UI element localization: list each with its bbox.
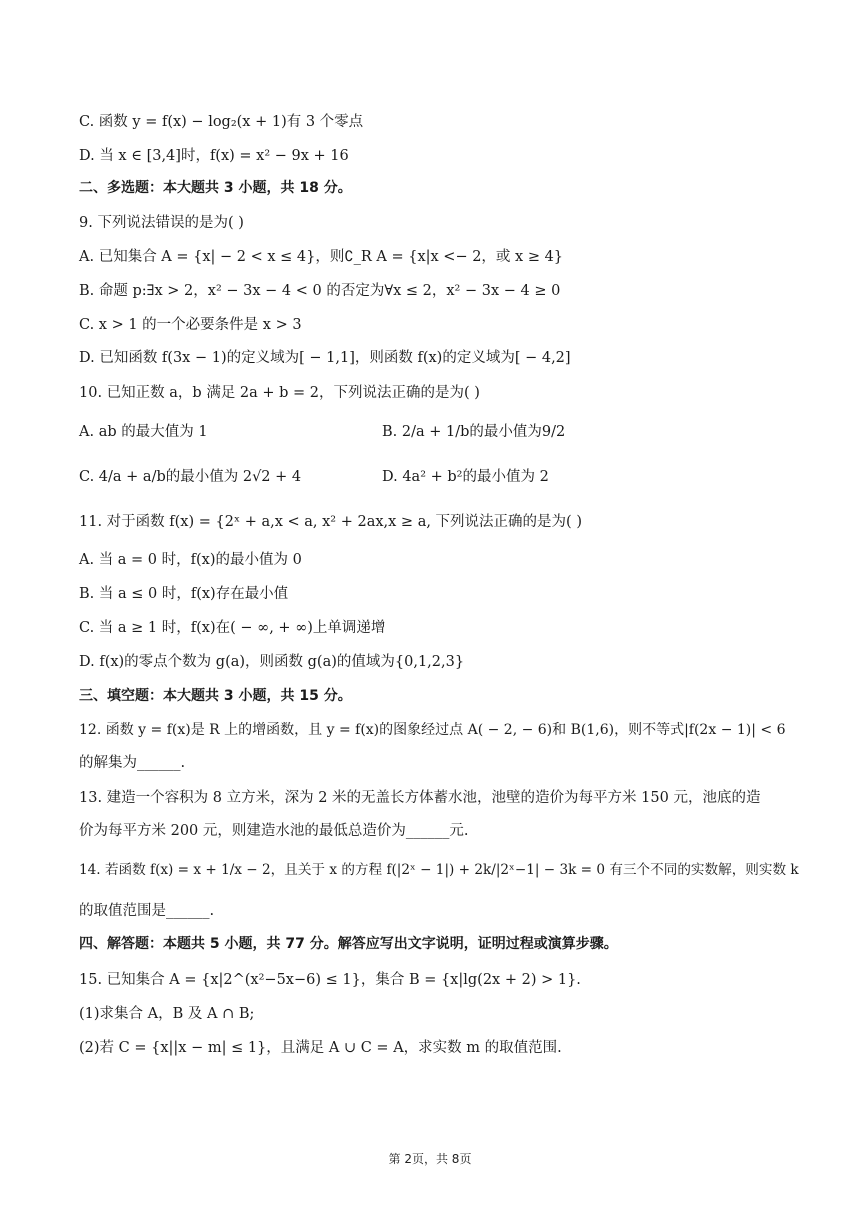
q11-stem: 11. 对于函数 f(x) = {2ˣ + a,x < a, x² + 2ax,x ≥ a, 下列说法正确的是为( ): [79, 514, 582, 530]
q9-option-b: B. 命题 p:∃x > 2，x² − 3x − 4 < 0 的否定为∀x ≤ 2，x² − 3x − 4 ≥ 0: [79, 283, 561, 299]
q12-line-2: 的解集为______.: [79, 755, 186, 771]
q13-line-2: 价为每平方米 200 元，则建造水池的最低总造价为______元.: [79, 823, 469, 839]
q10-option-c: C. 4/a + a/b的最小值为 2√2 + 4: [79, 469, 302, 485]
q11-option-a: A. 当 a = 0 时，f(x)的最小值为 0: [79, 552, 302, 568]
q9-option-c: C. x > 1 的一个必要条件是 x > 3: [79, 317, 302, 333]
q14-line-1: 14. 若函数 f(x) = x + 1/x − 2，且关于 x 的方程 f(|2ˣ − 1|) + 2k/|2ˣ−1| − 3k = 0 有三个不同的实数解，则实数 k: [79, 862, 799, 878]
q15-stem: 15. 已知集合 A = {x|2^(x²−5x−6) ≤ 1}，集合 B = {x|lg(2x + 2) > 1}.: [79, 972, 581, 988]
section-heading-multiple-choice: 二、多选题：本大题共 3 小题，共 18 分。: [79, 180, 352, 196]
q14-line-2: 的取值范围是______.: [79, 903, 215, 919]
page-footer: 第 2页，共 8页: [388, 1152, 472, 1166]
q11-option-d: D. f(x)的零点个数为 g(a)，则函数 g(a)的值域为{0,1,2,3}: [79, 654, 465, 670]
q10-option-b: B. 2/a + 1/b的最小值为9/2: [382, 424, 566, 440]
q8-option-d: D. 当 x ∈ [3,4]时，f(x) = x² − 9x + 16: [79, 148, 349, 164]
q10-option-a: A. ab 的最大值为 1: [79, 424, 208, 440]
q11-option-c: C. 当 a ≥ 1 时，f(x)在( − ∞, + ∞)上单调递增: [79, 620, 386, 636]
section-heading-solutions: 四、解答题：本题共 5 小题，共 77 分。解答应写出文字说明，证明过程或演算步骤。: [79, 936, 618, 952]
q12-line-1: 12. 函数 y = f(x)是 R 上的增函数，且 y = f(x)的图象经过点 A( − 2, − 6)和 B(1,6)，则不等式|f(2x − 1)| < 6: [79, 722, 786, 738]
q13-line-1: 13. 建造一个容积为 8 立方米，深为 2 米的无盖长方体蓄水池，池壁的造价为每平方米 150 元，池底的造: [79, 790, 761, 806]
q15-part-1: (1)求集合 A，B 及 A ∩ B;: [79, 1006, 255, 1022]
q9-stem: 9. 下列说法错误的是为( ): [79, 215, 244, 231]
q10-option-d: D. 4a² + b²的最小值为 2: [382, 469, 549, 485]
q11-option-b: B. 当 a ≤ 0 时，f(x)存在最小值: [79, 586, 289, 602]
q15-part-2: (2)若 C = {x||x − m| ≤ 1}，且满足 A ∪ C = A，求实数 m 的取值范围.: [79, 1040, 562, 1056]
q8-option-c: C. 函数 y = f(x) − log₂(x + 1)有 3 个零点: [79, 114, 364, 130]
q9-option-d: D. 已知函数 f(3x − 1)的定义域为[ − 1,1]，则函数 f(x)的定义域为[ − 4,2]: [79, 350, 571, 366]
q9-option-a: A. 已知集合 A = {x| − 2 < x ≤ 4}，则∁_R A = {x|x <− 2，或 x ≥ 4}: [79, 249, 564, 265]
section-heading-fill-in: 三、填空题：本大题共 3 小题，共 15 分。: [79, 688, 352, 704]
q10-stem: 10. 已知正数 a，b 满足 2a + b = 2，下列说法正确的是为( ): [79, 385, 480, 401]
